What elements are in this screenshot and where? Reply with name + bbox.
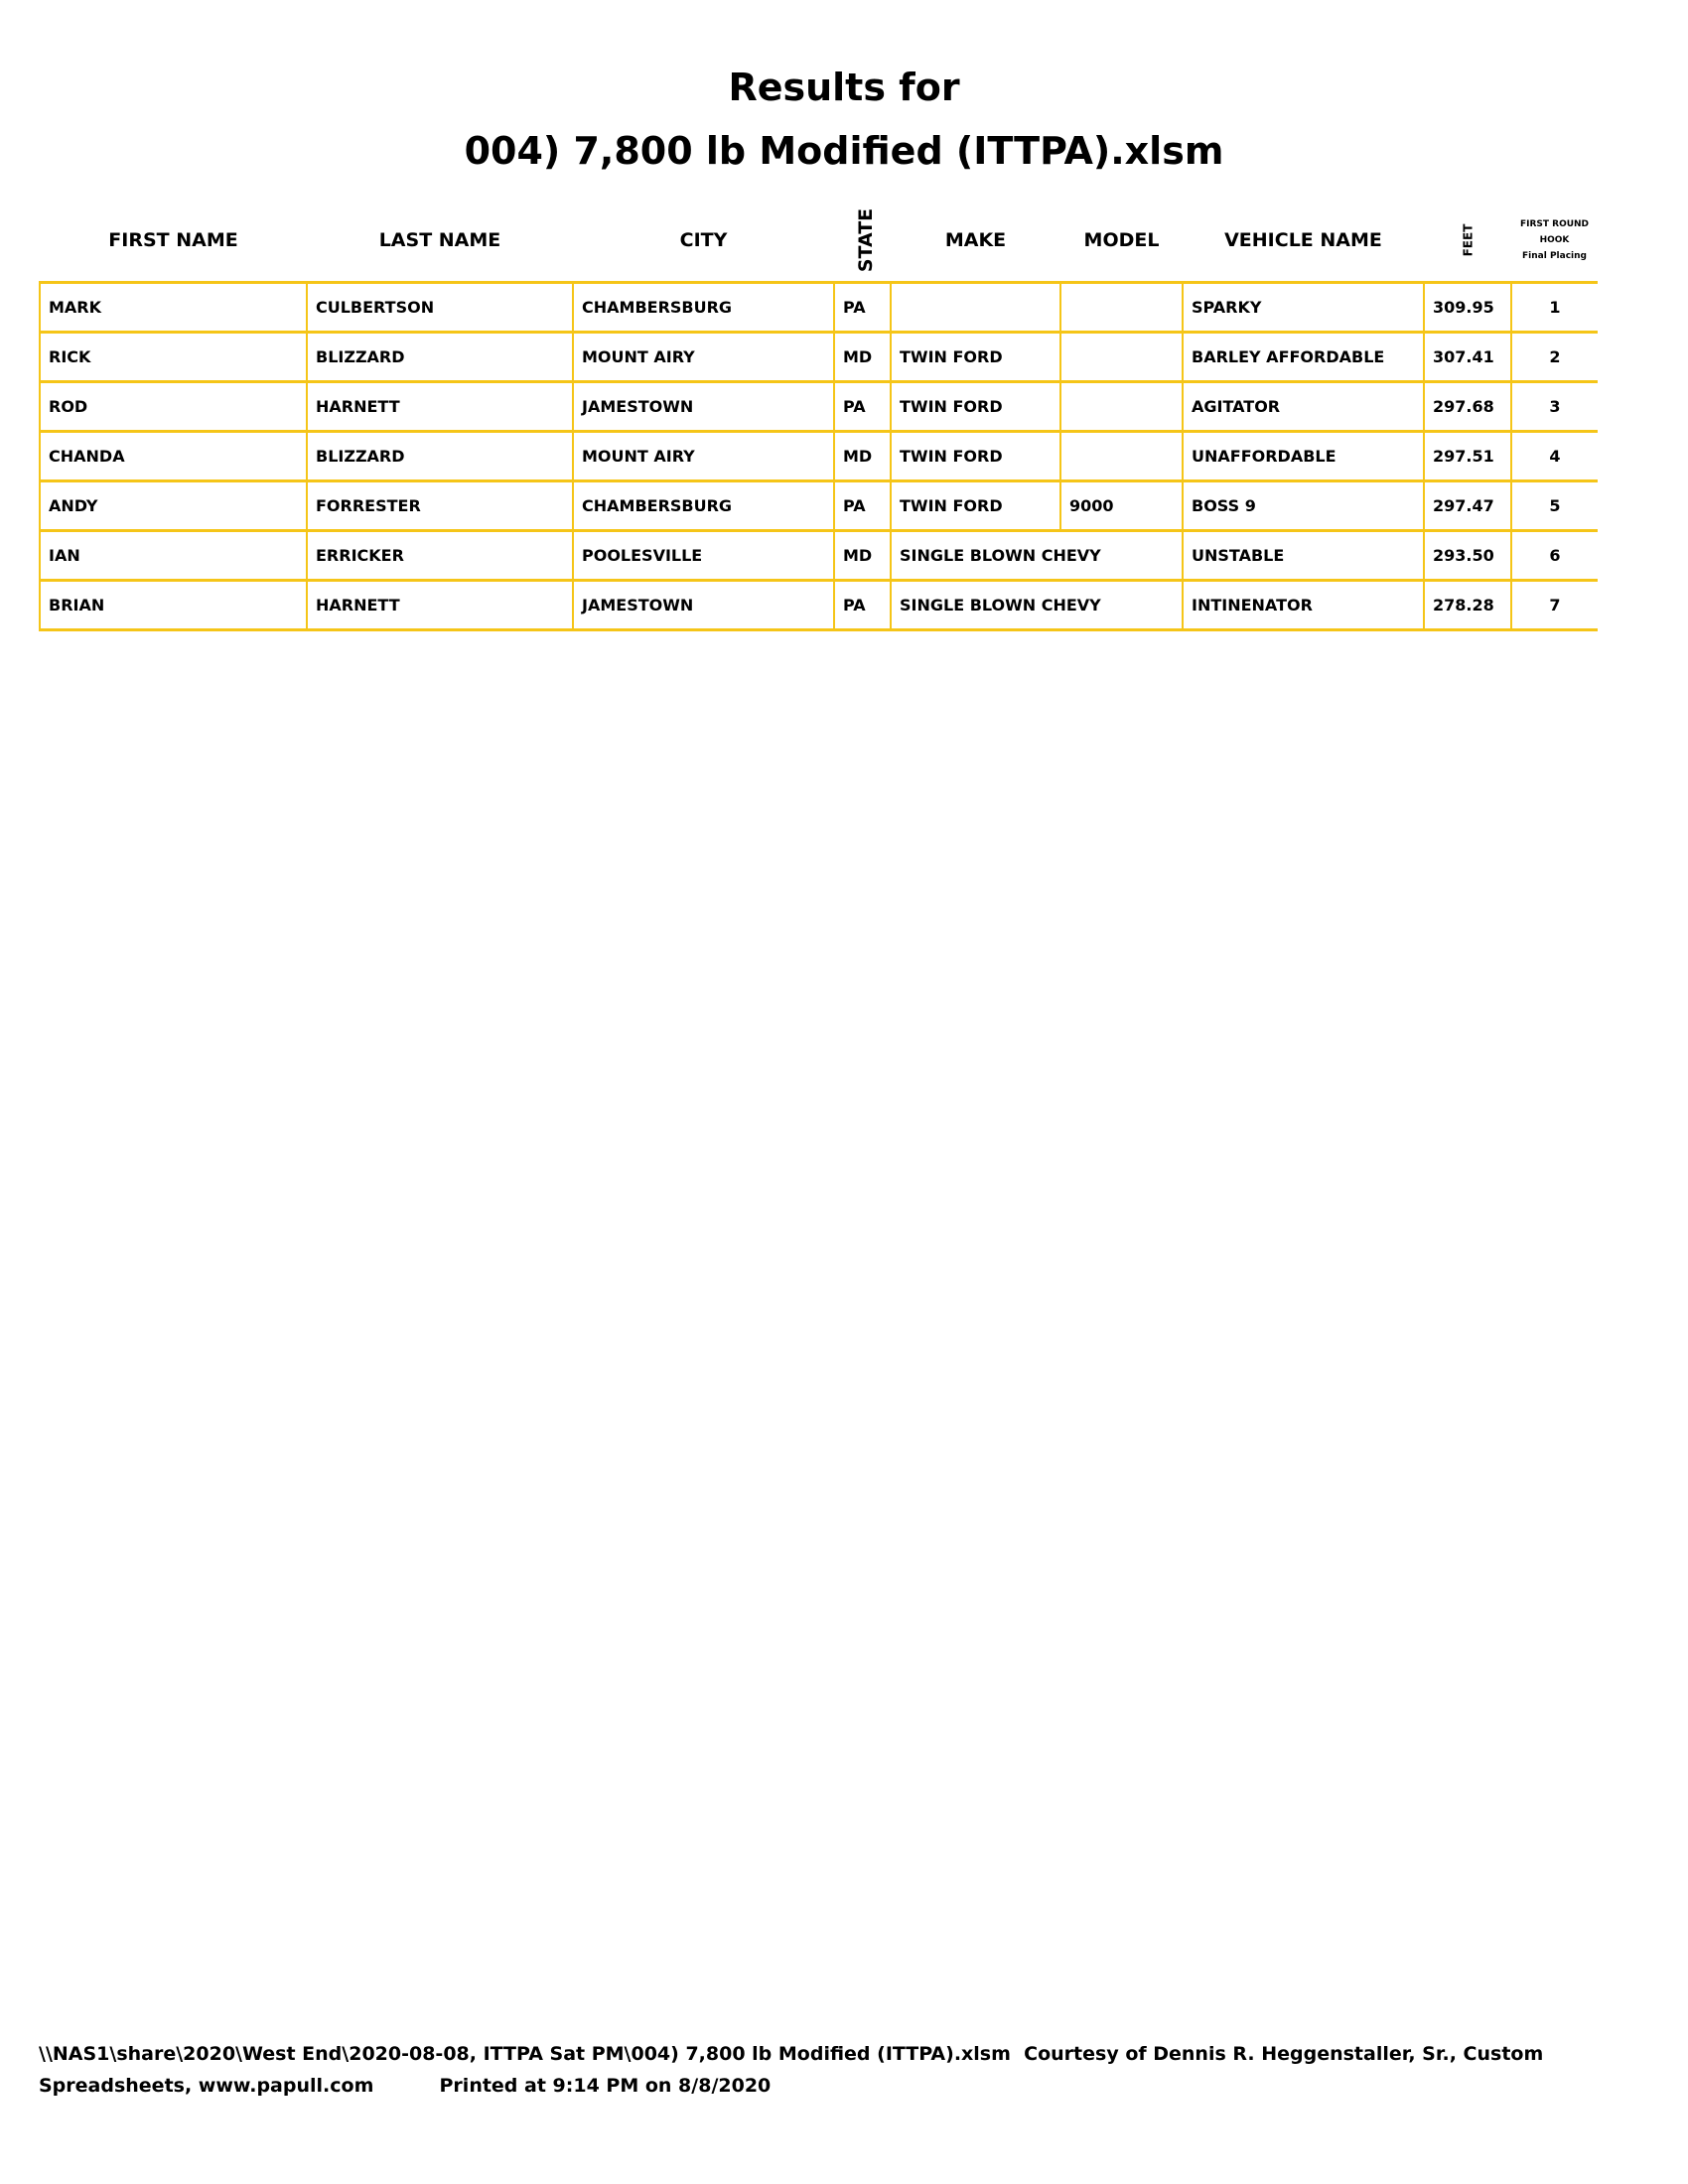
cell-city: JAMESTOWN	[573, 382, 834, 432]
cell-model: 9000	[1060, 481, 1183, 531]
cell-first-name: MARK	[40, 283, 307, 333]
cell-place: 3	[1511, 382, 1598, 432]
cell-vehicle-name: UNAFFORDABLE	[1183, 432, 1424, 481]
cell-last-name: BLIZZARD	[307, 333, 573, 382]
table-row	[40, 432, 1598, 481]
cell-city: CHAMBERSBURG	[573, 481, 834, 531]
cell-make: SINGLE BLOWN CHEVY	[891, 581, 1183, 630]
cell-vehicle-name: AGITATOR	[1183, 382, 1424, 432]
cell-make: TWIN FORD	[891, 481, 1060, 531]
cell-city: POOLESVILLE	[573, 531, 834, 581]
cell-feet: 309.95	[1424, 283, 1511, 333]
cell-vehicle-name: BARLEY AFFORDABLE	[1183, 333, 1424, 382]
cell-place: 2	[1511, 333, 1598, 382]
cell-model	[1060, 333, 1183, 382]
cell-vehicle-name: UNSTABLE	[1183, 531, 1424, 581]
header-feet-label: FEET	[1461, 223, 1475, 256]
cell-make: TWIN FORD	[891, 333, 1060, 382]
cell-first-name: CHANDA	[40, 432, 307, 481]
cell-last-name: HARNETT	[307, 382, 573, 432]
cell-feet: 293.50	[1424, 531, 1511, 581]
cell-place: 6	[1511, 531, 1598, 581]
cell-state: MD	[834, 432, 891, 481]
cell-feet: 297.68	[1424, 382, 1511, 432]
cell-first-name: IAN	[40, 531, 307, 581]
table-row	[40, 382, 1598, 432]
header-vehicle-name: VEHICLE NAME	[1224, 228, 1382, 251]
header-placing	[1511, 199, 1598, 283]
cell-last-name: CULBERTSON	[307, 283, 573, 333]
cell-feet: 307.41	[1424, 333, 1511, 382]
cell-state: PA	[834, 382, 891, 432]
cell-place: 1	[1511, 283, 1598, 333]
cell-vehicle-name: SPARKY	[1183, 283, 1424, 333]
cell-state: MD	[834, 333, 891, 382]
cell-make: SINGLE BLOWN CHEVY	[891, 531, 1183, 581]
table-row	[40, 581, 1598, 630]
header-state	[834, 199, 891, 283]
cell-feet: 278.28	[1424, 581, 1511, 630]
cell-vehicle-name: INTINENATOR	[1183, 581, 1424, 630]
header-state-label: STATE	[855, 207, 878, 272]
header-city: CITY	[679, 228, 728, 251]
footer-path: \\NAS1\share\2020\West End\2020-08-08, ITTPA Sat PM\004) 7,800 lb Modified (ITTPA).xlsm Courtesy of Dennis R. Heggenstaller, Sr., Custom	[39, 2043, 1544, 2065]
cell-last-name: HARNETT	[307, 581, 573, 630]
cell-city: MOUNT AIRY	[573, 333, 834, 382]
cell-place: 4	[1511, 432, 1598, 481]
header-feet	[1424, 199, 1511, 283]
cell-state: PA	[834, 283, 891, 333]
page-subtitle: 004) 7,800 lb Modified (ITTPA).xlsm	[464, 129, 1224, 173]
cell-last-name: FORRESTER	[307, 481, 573, 531]
header-placing-line1: FIRST ROUND	[1519, 218, 1590, 229]
cell-make: TWIN FORD	[891, 432, 1060, 481]
cell-state: PA	[834, 481, 891, 531]
cell-model	[1060, 382, 1183, 432]
cell-state: PA	[834, 581, 891, 630]
header-last-name: LAST NAME	[378, 228, 501, 251]
header-make: MAKE	[944, 228, 1007, 251]
table-row	[40, 481, 1598, 531]
header-row	[40, 199, 1598, 283]
cell-make: TWIN FORD	[891, 382, 1060, 432]
cell-last-name: BLIZZARD	[307, 432, 573, 481]
cell-model	[1060, 283, 1183, 333]
footer-printed: Spreadsheets, www.papull.com Printed at 9:14 PM on 8/8/2020	[39, 2075, 772, 2097]
table-row	[40, 283, 1598, 333]
cell-city: CHAMBERSBURG	[573, 283, 834, 333]
page-title: Results for	[728, 66, 960, 109]
results-table	[39, 199, 1598, 631]
header-model: MODEL	[1083, 228, 1160, 251]
cell-city: JAMESTOWN	[573, 581, 834, 630]
table-row	[40, 531, 1598, 581]
cell-city: MOUNT AIRY	[573, 432, 834, 481]
cell-state: MD	[834, 531, 891, 581]
cell-make	[891, 283, 1060, 333]
cell-place: 7	[1511, 581, 1598, 630]
header-first-name: FIRST NAME	[108, 228, 238, 251]
cell-last-name: ERRICKER	[307, 531, 573, 581]
cell-first-name: ROD	[40, 382, 307, 432]
table-row	[40, 333, 1598, 382]
header-placing-line2: HOOK	[1539, 234, 1570, 245]
cell-place: 5	[1511, 481, 1598, 531]
cell-feet: 297.51	[1424, 432, 1511, 481]
cell-vehicle-name: BOSS 9	[1183, 481, 1424, 531]
cell-model	[1060, 432, 1183, 481]
cell-first-name: ANDY	[40, 481, 307, 531]
cell-feet: 297.47	[1424, 481, 1511, 531]
cell-first-name: BRIAN	[40, 581, 307, 630]
header-placing-line3: Final Placing	[1522, 250, 1587, 261]
cell-first-name: RICK	[40, 333, 307, 382]
